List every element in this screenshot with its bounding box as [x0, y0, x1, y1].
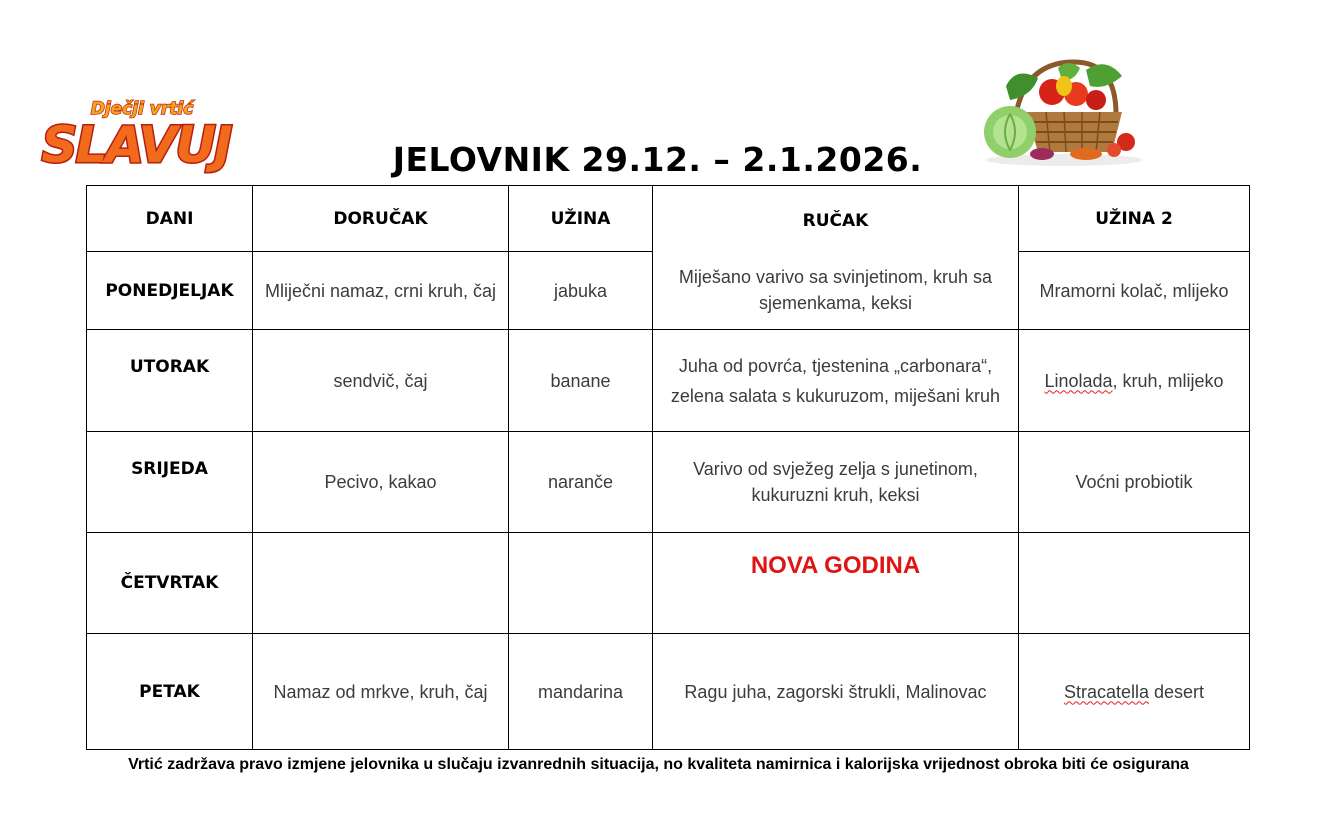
rucak-cell: Varivo od svježeg zelja s junetinom, kukuruzni kruh, keksi: [653, 432, 1019, 533]
day-cell: SRIJEDA: [87, 432, 253, 533]
holiday-cell: [653, 533, 1019, 634]
header-dorucak: DORUČAK: [253, 186, 509, 252]
page-title: JELOVNIK 29.12. – 2.1.2026.: [392, 140, 923, 179]
uzina2-text: , kruh, mlijeko: [1112, 370, 1224, 391]
uzina-cell: [509, 533, 653, 634]
uzina-cell: naranče: [509, 432, 653, 533]
table-row: [87, 252, 1250, 330]
day-cell: ČETVRTAK: [87, 533, 253, 634]
day-cell: PONEDJELJAK: [87, 252, 253, 330]
logo-subtitle: Dječji vrtić: [90, 99, 194, 119]
table-header-row: [87, 186, 1250, 252]
uzina-cell: mandarina: [509, 634, 653, 750]
day-cell: PETAK: [87, 634, 253, 750]
menu-table: [86, 185, 1250, 750]
uzina2-text: desert: [1149, 681, 1205, 702]
uzina2-cell: Voćni probiotik: [1019, 432, 1250, 533]
rucak-cell: Ragu juha, zagorski štrukli, Malinovac: [653, 634, 1019, 750]
table-row: [87, 634, 1250, 750]
day-cell: UTORAK: [87, 330, 253, 432]
uzina-cell: jabuka: [509, 252, 653, 330]
header-uzina2: UŽINA 2: [1019, 186, 1250, 252]
uzina-cell: banane: [509, 330, 653, 432]
header-uzina: UŽINA: [509, 186, 653, 252]
uzina2-cell: Mramorni kolač, mlijeko: [1019, 252, 1250, 330]
footer-note: Vrtić zadržava pravo izmjene jelovnika u slučaju izvanrednih situacija, no kvaliteta namirnica i kalorijska vrijednost obroka biti će osigurana: [128, 756, 1189, 773]
rucak-cell: Juha od povrća, tjestenina „carbonara“, zelena salata s kukuruzom, miješani kruh: [653, 330, 1019, 432]
dorucak-cell: Pecivo, kakao: [253, 432, 509, 533]
uzina2-cell: [1019, 330, 1250, 432]
header-rucak: RUČAK: [653, 186, 1019, 252]
table-row: [87, 330, 1250, 432]
dorucak-cell: sendvič, čaj: [253, 330, 509, 432]
dorucak-cell: Mliječni namaz, crni kruh, čaj: [253, 252, 509, 330]
table-row: [87, 533, 1250, 634]
table-row: [87, 432, 1250, 533]
header-dani: DANI: [87, 186, 253, 252]
uzina2-cell: [1019, 634, 1250, 750]
uzina2-cell: [1019, 533, 1250, 634]
holiday-label: NOVA GODINA: [750, 552, 921, 579]
dorucak-cell: Namaz od mrkve, kruh, čaj: [253, 634, 509, 750]
dorucak-cell: [253, 533, 509, 634]
rucak-cell: Miješano varivo sa svinjetinom, kruh sa sjemenkama, keksi: [653, 252, 1019, 330]
spellcheck-word: Stracatella: [1063, 681, 1149, 702]
spellcheck-word: Linolada: [1044, 370, 1113, 391]
logo-title: SLAVUJ: [41, 116, 231, 174]
